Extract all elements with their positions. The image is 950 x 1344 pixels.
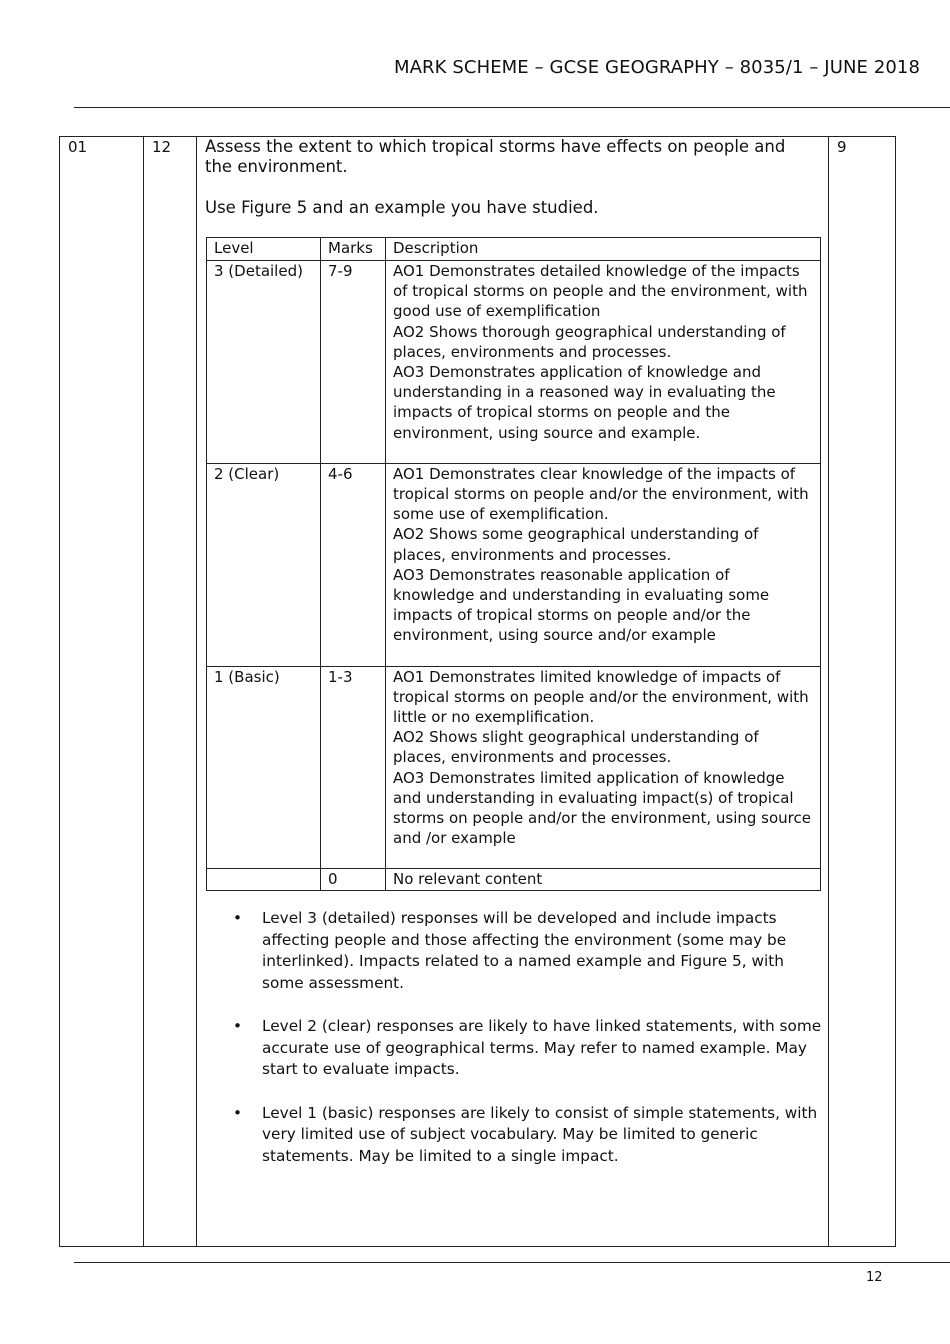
- header-description: Description: [386, 238, 821, 261]
- level-marks: 7-9: [321, 261, 386, 464]
- header-marks: Marks: [321, 238, 386, 261]
- guidance-item: [233, 1016, 822, 1081]
- level-label: 3 (Detailed): [207, 261, 321, 464]
- question-number: 12: [152, 138, 172, 156]
- ao2-descriptor: AO2 Shows slight geographical understanding of places, environments and processes.: [393, 728, 759, 767]
- question-instruction: Use Figure 5 and an example you have studied.: [205, 198, 599, 217]
- level-description: [386, 261, 821, 464]
- column-divider: [196, 137, 197, 1246]
- no-content-descriptor: No relevant content: [393, 870, 543, 889]
- ao1-descriptor: AO1 Demonstrates clear knowledge of the impacts of tropical storms on people and/or the environment, with some use of exemplification.: [393, 464, 809, 524]
- ao2-descriptor: AO2 Shows some geographical understanding of places, environments and processes.: [393, 525, 759, 564]
- level-description: [386, 666, 821, 869]
- guidance-item: [233, 1103, 822, 1168]
- level-marks: 4-6: [321, 463, 386, 666]
- bullet-icon: •: [233, 909, 243, 927]
- level-row: [207, 261, 821, 464]
- level-row: [207, 463, 821, 666]
- levels-table: [206, 237, 821, 891]
- guidance-text: Level 3 (detailed) responses will be developed and include impacts affecting people and those affecting the environment (some may be interlinked). Impacts related to a named example and Figure 5, with some assessment.: [262, 909, 787, 992]
- level-row: [207, 869, 821, 890]
- guidance-text: Level 1 (basic) responses are likely to consist of simple statements, with very limited use of subject vocabulary. May be limited to generic statements. May be limited to a single impact.: [262, 1103, 818, 1165]
- level-description: [386, 869, 821, 890]
- level-label: [207, 869, 321, 890]
- levels-table-header: [207, 238, 821, 261]
- ao1-descriptor: AO1 Demonstrates detailed knowledge of the impacts of tropical storms on people and the environment, with good use of exemplification: [393, 262, 808, 321]
- mark-scheme-table: [59, 136, 896, 1247]
- level-marks: 1-3: [321, 666, 386, 869]
- bullet-icon: •: [233, 1103, 243, 1122]
- header-title: MARK SCHEME – GCSE GEOGRAPHY – 8035/1 – JUNE 2018: [394, 57, 921, 78]
- footer-rule: [74, 1262, 950, 1263]
- ao1-descriptor: AO1 Demonstrates limited knowledge of impacts of tropical storms on people and/or the environment, with little or no exemplification.: [393, 667, 809, 727]
- header-rule: [74, 107, 950, 108]
- total-marks: 9: [837, 138, 847, 156]
- ao2-descriptor: AO2 Shows thorough geographical understanding of places, environments and processes.: [393, 322, 786, 361]
- level-marks: 0: [321, 869, 386, 890]
- level-label: 1 (Basic): [207, 666, 321, 869]
- ao3-descriptor: AO3 Demonstrates limited application of knowledge and understanding in evaluating impact(s) of tropical storms on people and/or the environment, using source and /or example: [393, 768, 811, 848]
- guidance-text: Level 2 (clear) responses are likely to have linked statements, with some accurate use of geographical terms. May refer to named example. May start to evaluate impacts.: [262, 1017, 822, 1078]
- level-description: [386, 463, 821, 666]
- column-divider: [828, 137, 829, 1246]
- column-divider: [143, 137, 144, 1246]
- header-level: Level: [207, 238, 321, 261]
- page-number: 12: [866, 1270, 883, 1285]
- ao3-descriptor: AO3 Demonstrates application of knowledge and understanding in a reasoned way in evaluating the impacts of tropical storms on people and the environment, using source and example.: [393, 363, 776, 442]
- level-row: [207, 666, 821, 869]
- ao3-descriptor: AO3 Demonstrates reasonable application of knowledge and understanding in evaluating some impacts of tropical storms on people and/or the environment, using source and/or example: [393, 565, 770, 645]
- bullet-icon: •: [233, 1017, 243, 1035]
- section-number: 01: [68, 138, 88, 156]
- guidance-list: [233, 908, 822, 1189]
- level-label: 2 (Clear): [207, 463, 321, 666]
- question-text: Assess the extent to which tropical storms have effects on people and the environment.: [205, 137, 786, 176]
- guidance-item: [233, 908, 822, 994]
